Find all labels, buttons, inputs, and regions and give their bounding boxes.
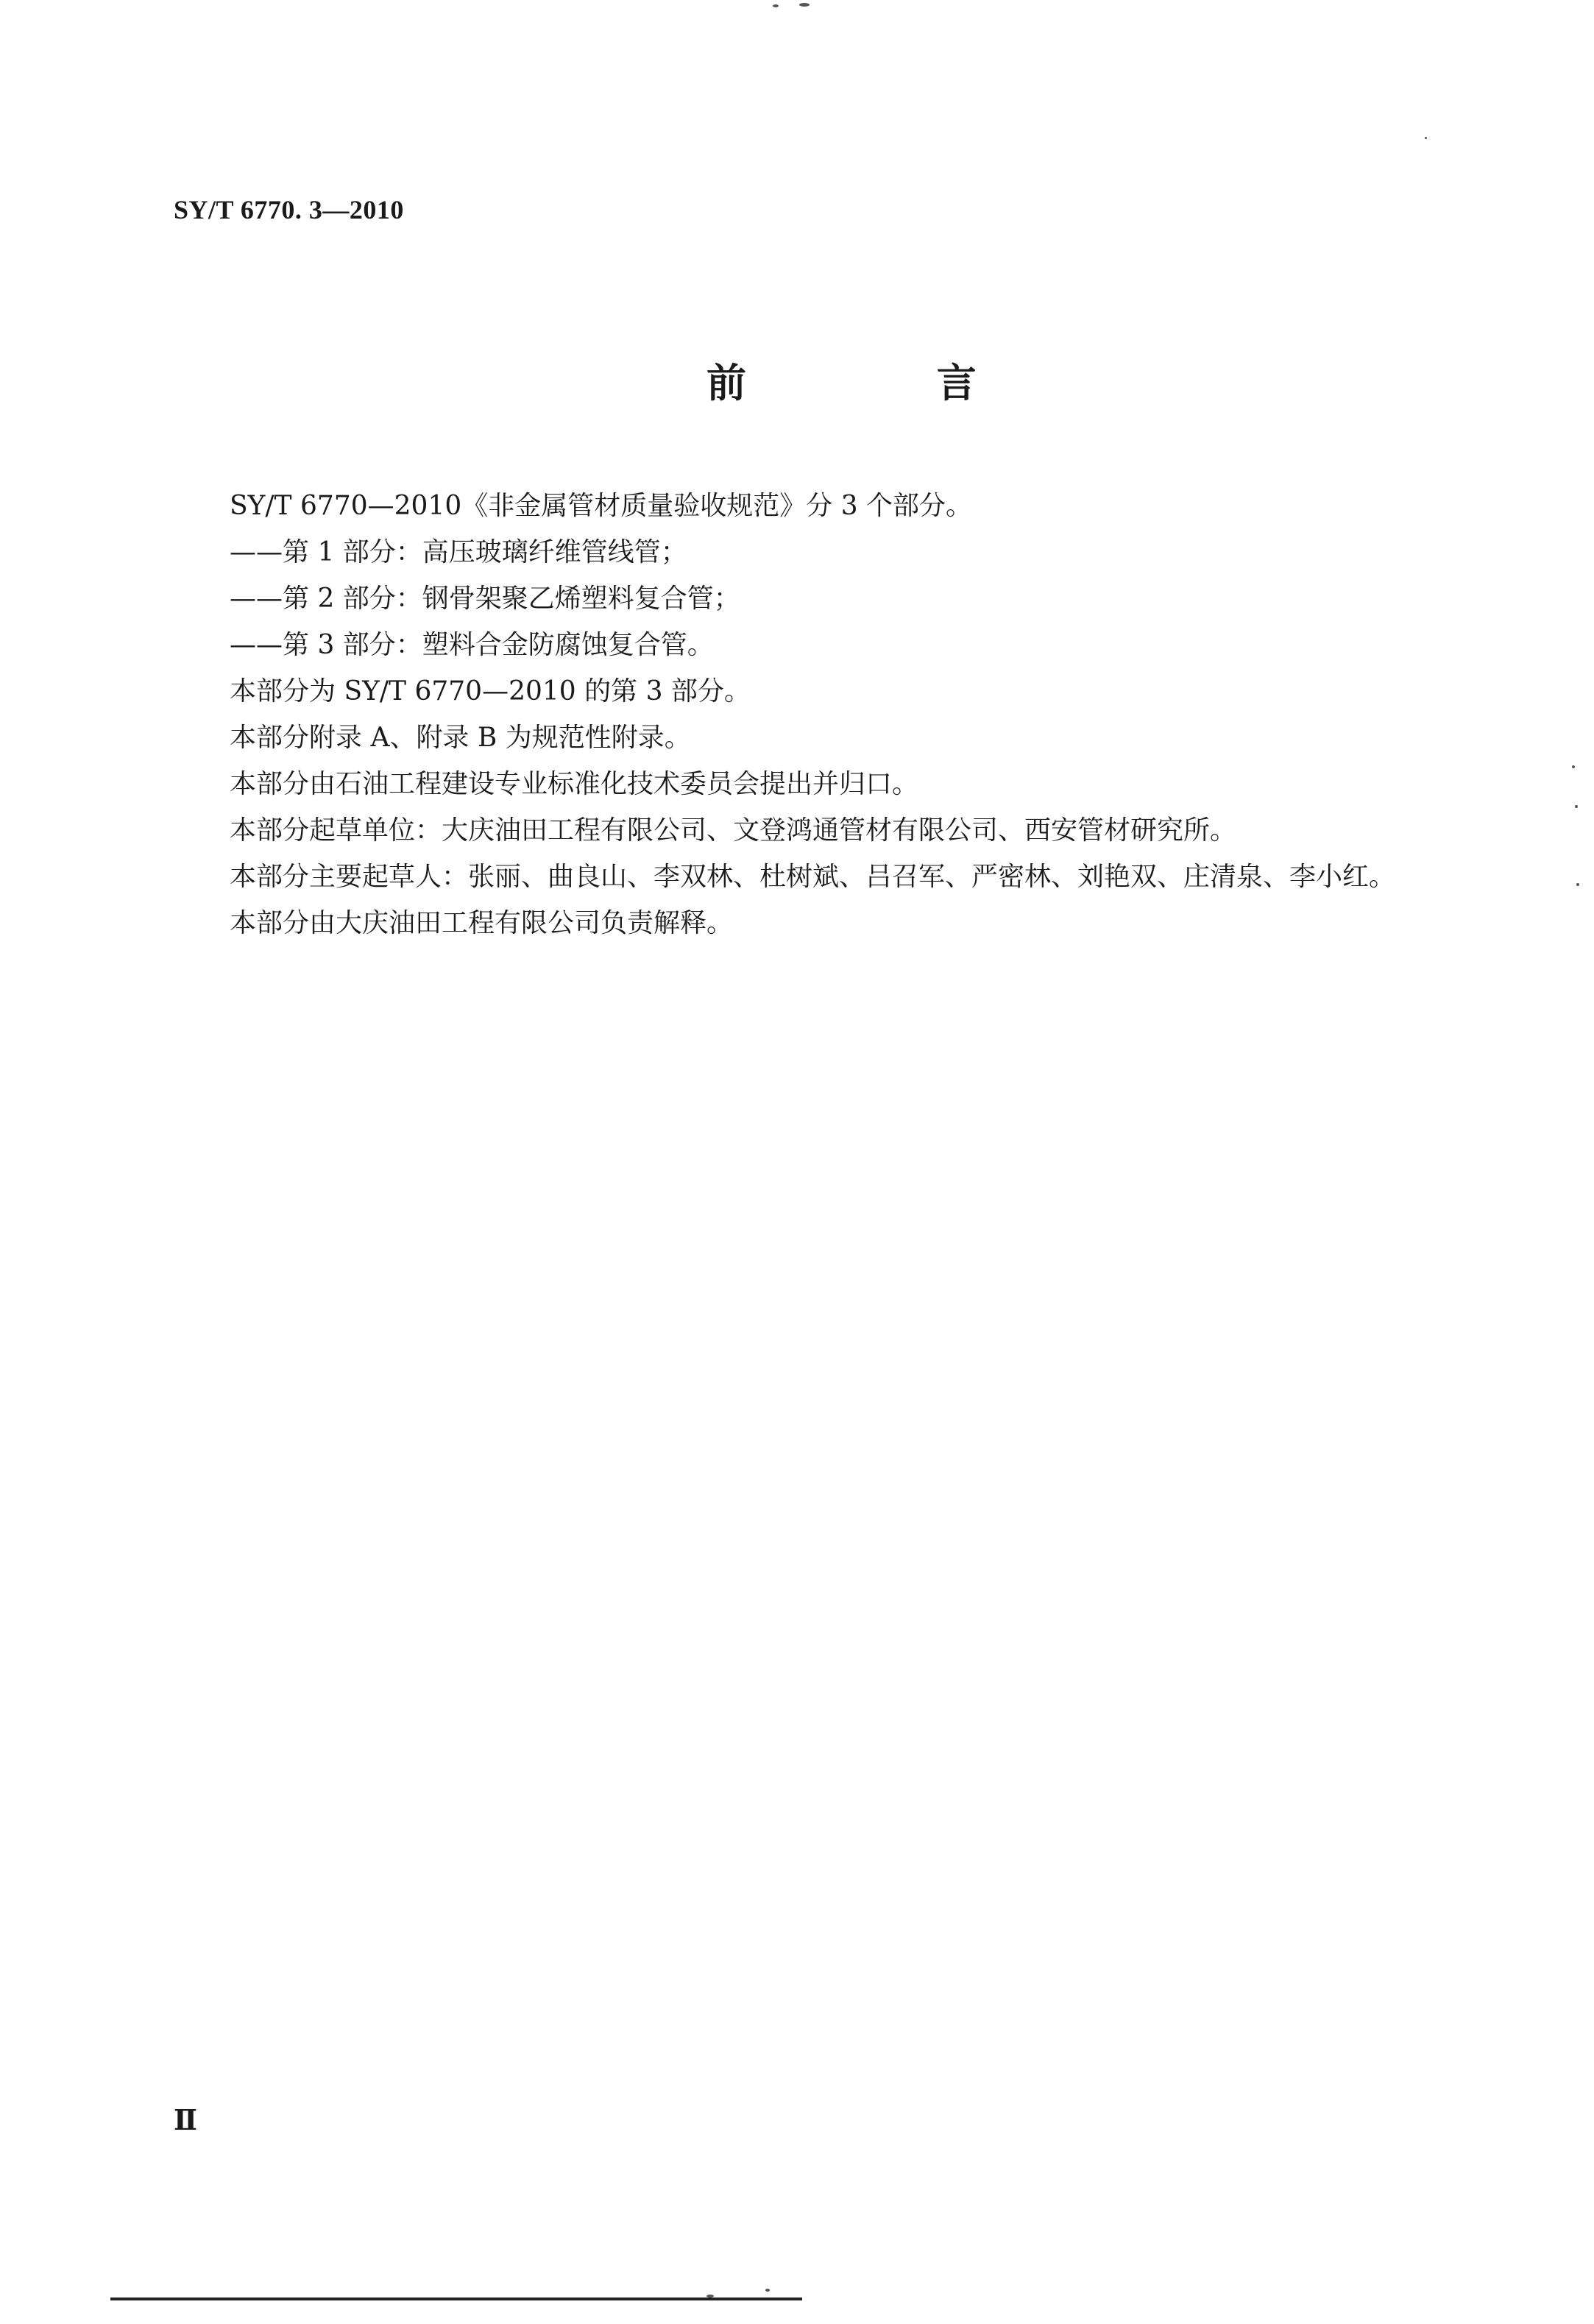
paragraph: 本部分附录 A、附录 B 为规范性附录。 bbox=[230, 723, 691, 753]
paragraph: 本部分主要起草人：张丽、曲良山、李双林、杜树斌、吕召军、严密林、刘艳双、庄清泉、李小红。 bbox=[230, 862, 1396, 892]
scan-speck bbox=[765, 2289, 770, 2292]
scan-speck bbox=[1425, 137, 1427, 139]
bottom-rule bbox=[110, 2298, 802, 2300]
paragraph: 本部分起草单位：大庆油田工程有限公司、文登鸿通管材有限公司、西安管材研究所。 bbox=[230, 815, 1237, 846]
paragraph: SY/T 6770—2010《非金属管材质量验收规范》分 3 个部分。 bbox=[230, 491, 973, 521]
page-title: 前 言 bbox=[706, 360, 1065, 406]
scan-speck bbox=[1575, 805, 1578, 808]
scan-speck bbox=[706, 2295, 714, 2298]
paragraph: ——第 2 部分：钢骨架聚乙烯塑料复合管； bbox=[230, 584, 740, 614]
scan-speck bbox=[1572, 765, 1575, 768]
foreword-body bbox=[174, 483, 1439, 946]
scan-speck bbox=[799, 3, 810, 7]
paragraph: 本部分由大庆油田工程有限公司负责解释。 bbox=[230, 908, 734, 938]
page-number: Ⅱ bbox=[174, 2105, 198, 2136]
scan-speck bbox=[773, 4, 779, 7]
scan-speck bbox=[1576, 883, 1579, 886]
standard-code: SY/T 6770. 3—2010 bbox=[174, 195, 404, 224]
paragraph: 本部分为 SY/T 6770—2010 的第 3 部分。 bbox=[230, 676, 751, 706]
paragraph: ——第 1 部分：高压玻璃纤维管线管； bbox=[230, 537, 687, 567]
paragraph: 本部分由石油工程建设专业标准化技术委员会提出并归口。 bbox=[230, 769, 919, 799]
paragraph: ——第 3 部分：塑料合金防腐蚀复合管。 bbox=[230, 630, 714, 660]
